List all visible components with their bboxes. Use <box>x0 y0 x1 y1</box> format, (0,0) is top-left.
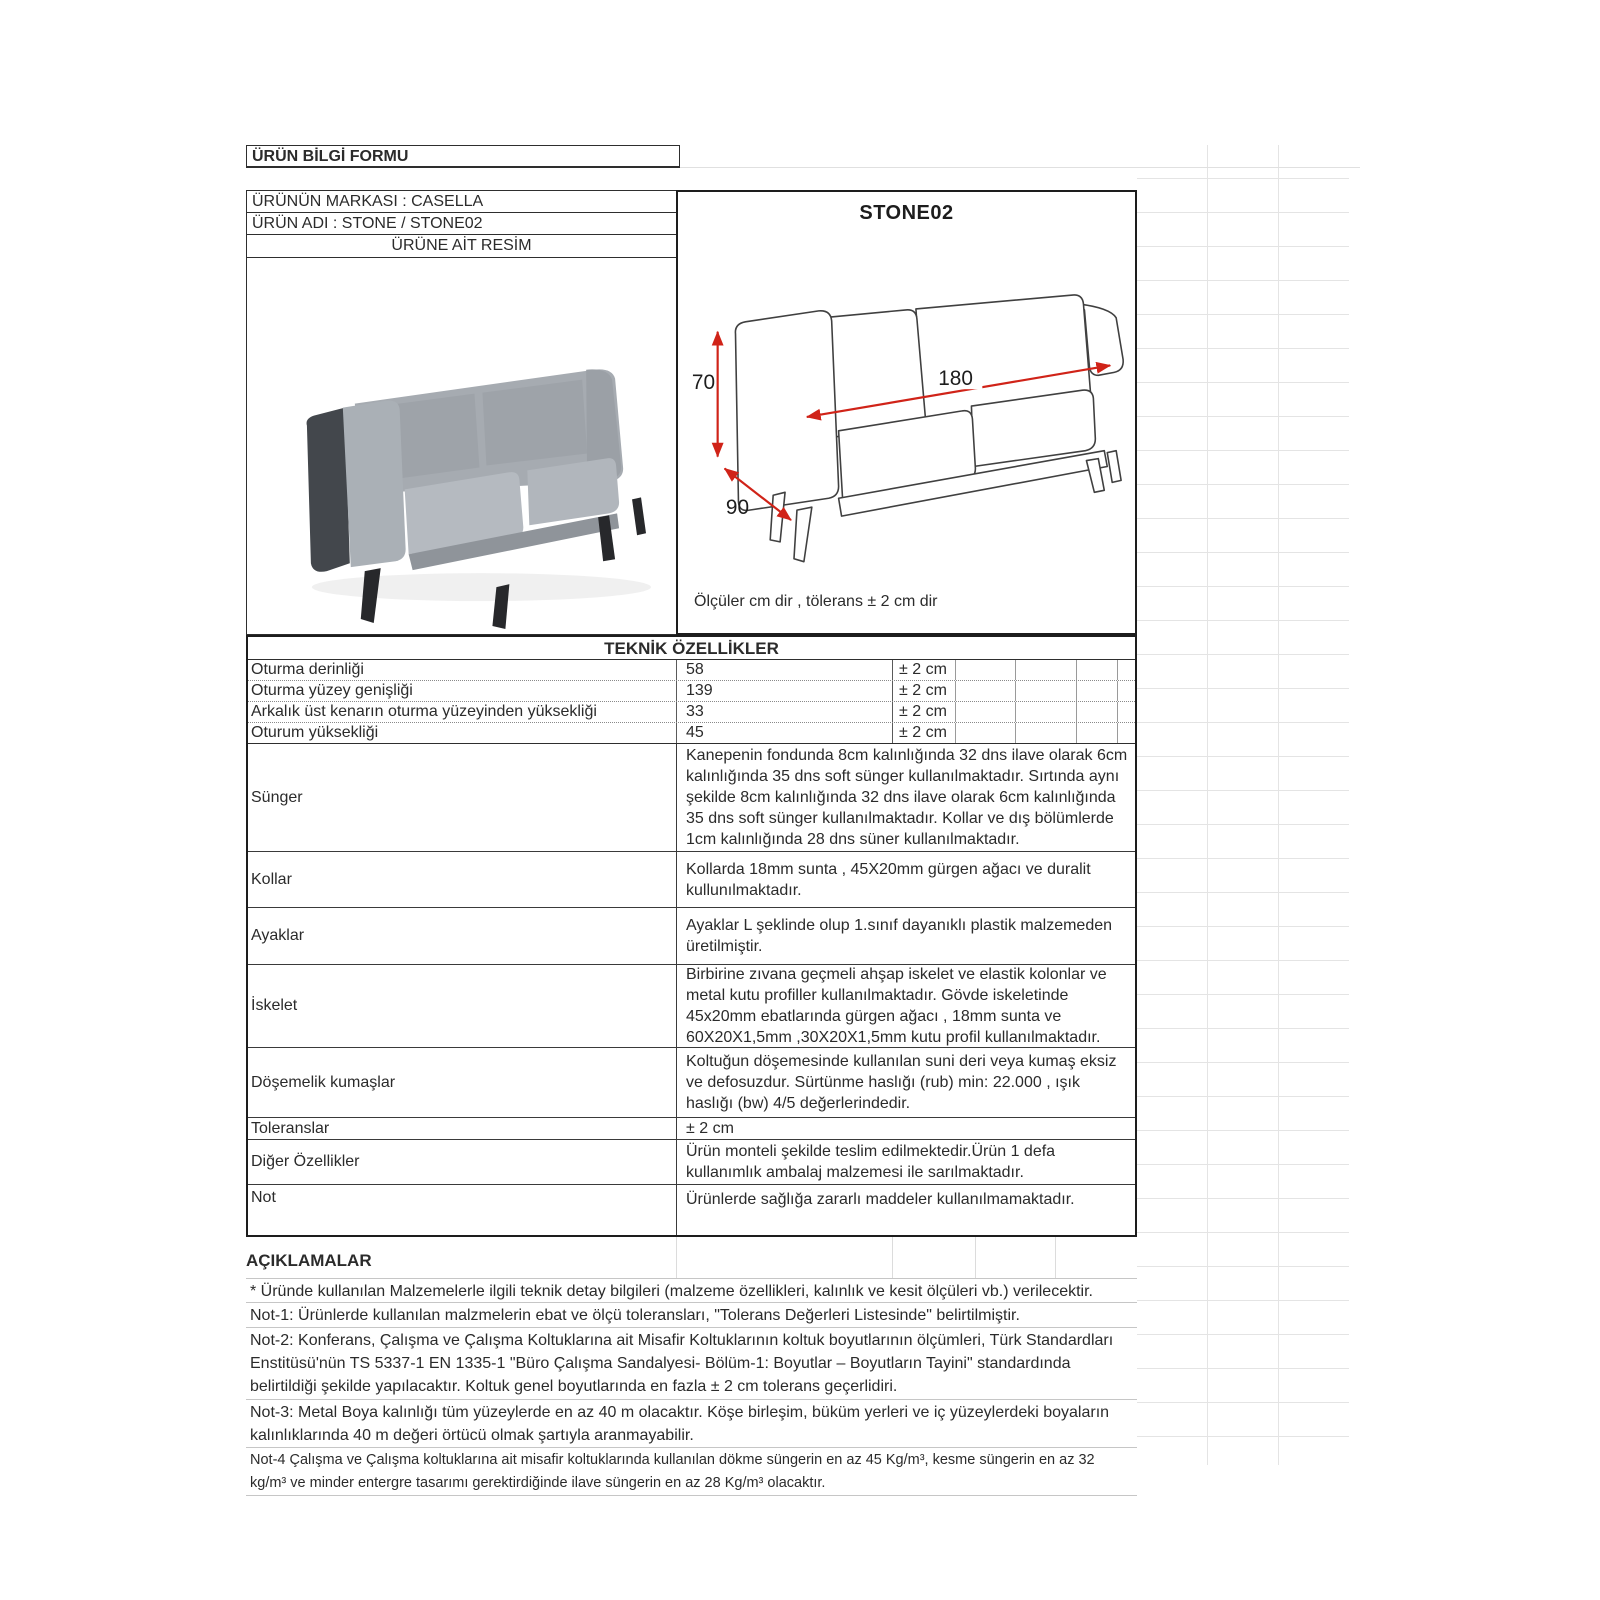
spec-text: Birbirine zıvana geçmeli ahşap iskelet ve elastik kolonlar ve metal kutu profiller kullanılmaktadır. Gövde iskeletinde 45x20mm ebatlarında gürgen ağacı , 18mm sunta ve 60X20X1,5mm ,30X20X1,5mm kutu profil kullanılmaktadır. <box>686 966 1107 1046</box>
spreadsheet-gridlines <box>1137 145 1349 1465</box>
spec-label: Arkalık üst kenarın oturma yüzeyinden yüksekliği <box>251 703 597 720</box>
spec-label: Sünger <box>251 788 303 806</box>
spec-label: Ayaklar <box>251 927 305 944</box>
dim-depth-label: 90 <box>725 496 750 520</box>
note-item: Not-3: Metal Boya kalınlığı tüm yüzeylerde en az 40 m olacaktır. Köşe birleşim, büküm yerleri ve iç yüzeylerdeki boyaların kalınlıklarında 40 m değeri örtücü olmak şartıyla aranmayabilir. <box>246 1400 1137 1448</box>
spec-text: Ürün monteli şekilde teslim edilmektedir.Ürün 1 defa kullanımlık ambalaj malzemesi ile sarılmaktadır. <box>686 1143 1056 1181</box>
spec-label: Toleranslar <box>251 1119 330 1137</box>
spec-label: Oturma derinliği <box>251 661 364 678</box>
dim-height-label: 70 <box>691 371 716 395</box>
table-row <box>246 852 1137 908</box>
notes-header: AÇIKLAMALAR <box>246 1251 372 1270</box>
spec-label: İskelet <box>251 997 298 1014</box>
specs-header: TEKNİK ÖZELLİKLER <box>246 635 1137 660</box>
spec-tolerance: ± 2 cm <box>892 681 955 701</box>
table-row <box>246 1048 1137 1118</box>
gridline <box>680 167 1360 168</box>
form-title: ÜRÜN BİLGİ FORMU <box>246 145 680 168</box>
spec-text: Koltuğun döşemesinde kullanılan suni deri veya kumaş eksiz ve defosuzdur. Sürtünme haslığı (rub) min: 22.000 , ışık haslığı (bw) 4/5 değerlerindedir. <box>686 1053 1117 1112</box>
sofa-body <box>343 369 623 570</box>
table-row <box>246 1140 1137 1185</box>
table-row <box>246 1185 1137 1237</box>
spec-value: 58 <box>676 660 892 680</box>
gridline <box>676 1237 677 1281</box>
sofa-line-drawing <box>678 192 1135 633</box>
spec-label: Döşemelik kumaşlar <box>251 1073 396 1091</box>
table-row <box>246 908 1137 965</box>
product-name: ÜRÜN ADI : STONE / STONE02 <box>246 212 677 235</box>
product-photo <box>246 257 677 635</box>
spec-label: Kollar <box>251 870 292 888</box>
note-item: Not-2: Konferans, Çalışma ve Çalışma Koltuklarına ait Misafir Koltuklarının koltuk boyutlarının ölçümleri, Türk Standardları Enstitüsü'nün TS 5337-1 EN 1335-1 "Büro Çalışma Sandalyesi- Bölüm-1: Boyutlar – Boyutların Tayini" standardında belirtildiği şekilde yapılacaktır. Koltuk genel boyutlarında en fazla ± 2 cm tolerans geçerlidiri. <box>246 1328 1137 1400</box>
note-item: Not-1: Ürünlerde kullanılan malzmelerin ebat ve ölçü toleransları, "Tolerans Değerleri Listesinde" belirtilmiştir. <box>246 1303 1137 1328</box>
spec-tolerance: ± 2 cm <box>892 660 955 680</box>
table-row <box>246 1118 1137 1140</box>
spec-text: Ürünlerde sağlığa zararlı maddeler kullanılmamaktadır. <box>686 1191 1075 1208</box>
drawing-title: STONE02 <box>859 202 954 224</box>
gridline <box>1055 1237 1056 1281</box>
spec-tolerance: ± 2 cm <box>892 723 955 743</box>
sofa-photo-graphic <box>247 258 676 634</box>
table-row <box>246 702 1137 723</box>
spec-label: Oturum yüksekliği <box>251 724 379 741</box>
spec-label: Oturma yüzey genişliği <box>251 682 413 699</box>
spec-text: ± 2 cm <box>686 1120 734 1137</box>
spec-label: Not <box>251 1189 276 1206</box>
sofa-dark-side-panel <box>307 408 350 572</box>
table-row <box>246 723 1137 744</box>
spec-value: 33 <box>676 702 892 722</box>
table-row <box>246 965 1137 1048</box>
spec-value: 45 <box>676 723 892 743</box>
product-brand: ÜRÜNÜN MARKASI : CASELLA <box>246 190 677 213</box>
image-caption: ÜRÜNE AİT RESİM <box>246 234 677 258</box>
dimensions-note: Ölçüler cm dir , tölerans ± 2 cm dir <box>694 593 938 610</box>
spec-text: Kanepenin fondunda 8cm kalınlığında 32 dns ilave olarak 6cm kalınlığında 35 dns soft sünger kullanılmaktadır. Sırtında aynı şekilde 8cm kalınlığında 32 dns ilave olarak 6cm kalınlığında 35 dns soft sünger kullanılmaktadır. Kollar ve dış bölümlerde 1cm kalınlığında 28 dns süner kullanılmaktadır. <box>686 747 1128 848</box>
note-item: * Üründe kullanılan Malzemelerle ilgili teknik detay bilgileri (malzeme özellikleri, kalınlık ve kesit ölçüleri vb.) verilecektir. <box>246 1278 1137 1303</box>
technical-drawing <box>676 190 1137 635</box>
gridline <box>892 1237 893 1281</box>
spec-tolerance: ± 2 cm <box>892 702 955 722</box>
note-item: Not-4 Çalışma ve Çalışma koltuklarına ait misafir koltuklarında kullanılan dökme süngerin en az 45 Kg/m³, kesme süngerin en az 32 kg/m³ ve minder entergre tasarımı gerektirdiğinde ilave süngerin en az 28 Kg/m³ olacaktır. <box>246 1448 1137 1496</box>
spec-text: Kollarda 18mm sunta , 45X20mm gürgen ağacı ve duralit kullunılmaktadır. <box>686 860 1091 899</box>
dim-width-label: 180 <box>938 367 973 391</box>
table-row <box>246 744 1137 852</box>
sofa-outline <box>735 295 1123 562</box>
spec-value: 139 <box>676 681 892 701</box>
table-row <box>246 681 1137 702</box>
table-row <box>246 660 1137 681</box>
spec-text: Ayaklar L şeklinde olup 1.sınıf dayanıklı plastik malzemeden üretilmiştir. <box>686 917 1113 955</box>
spec-label: Diğer Özellikler <box>251 1153 360 1170</box>
gridline <box>975 1237 976 1281</box>
